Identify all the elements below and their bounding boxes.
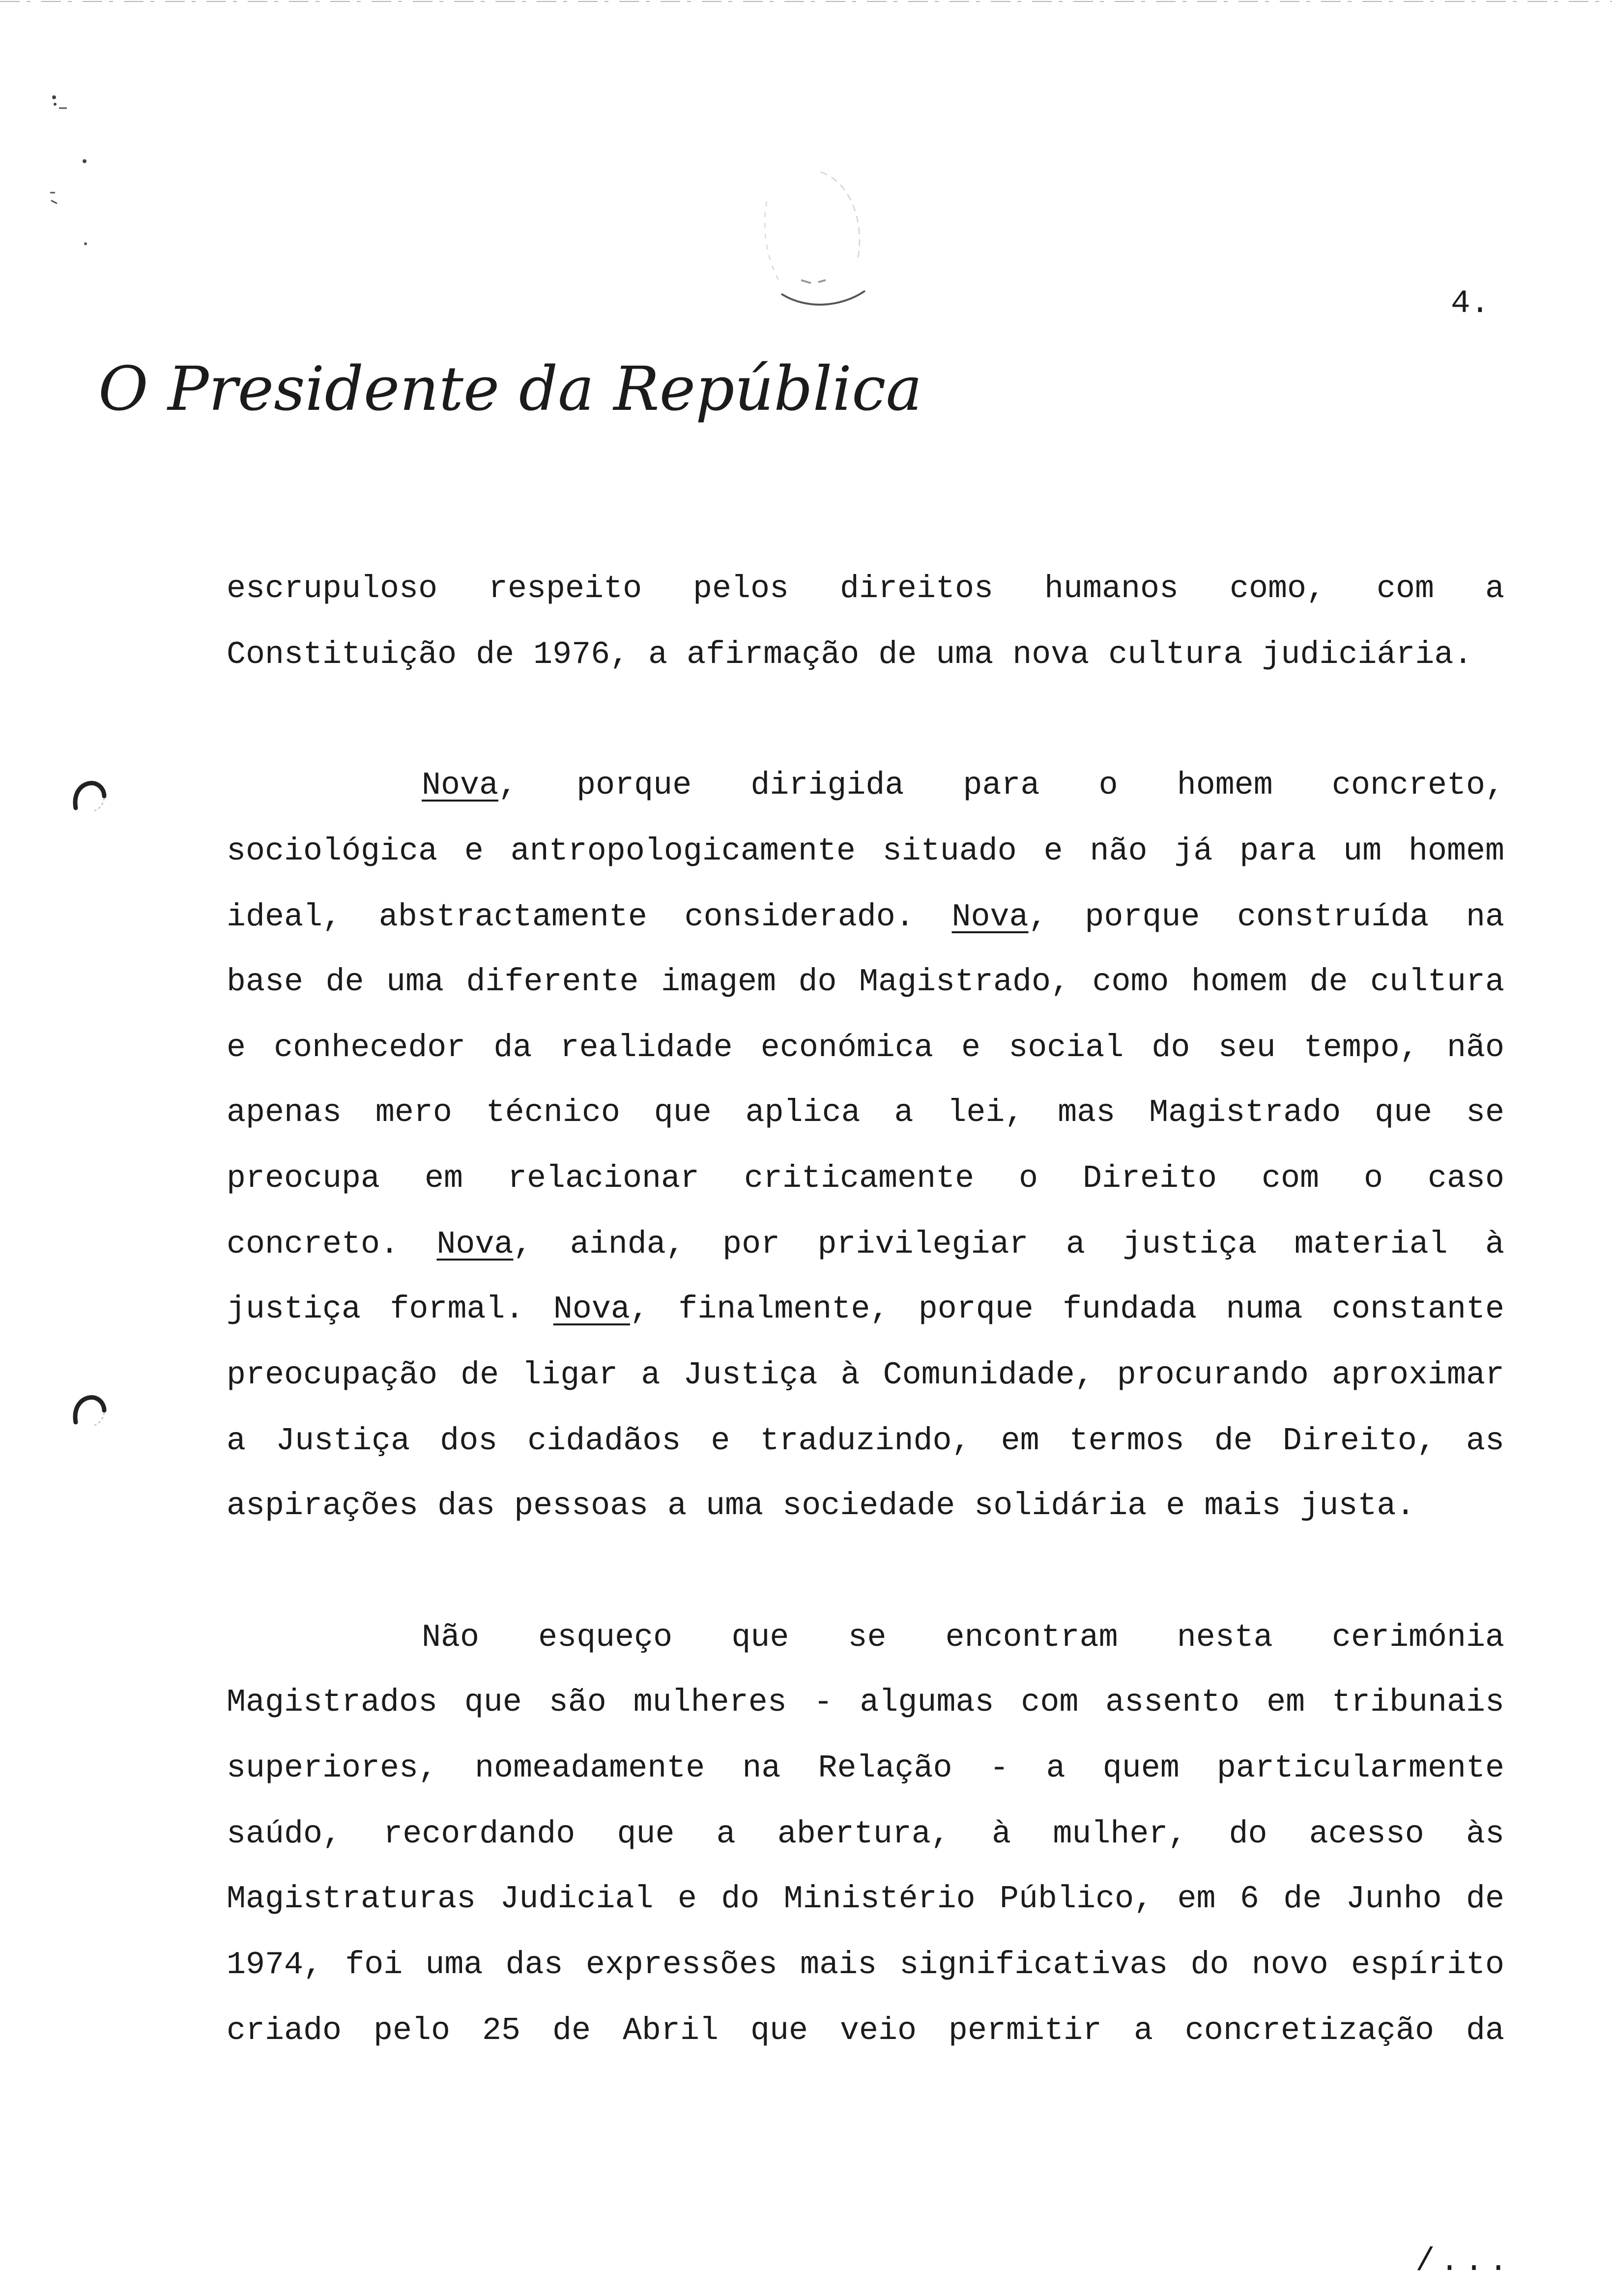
paragraph-2-line-1: Nova, porque dirigida para o homem concreto, [422,767,1504,804]
paragraph-2-line-12: aspirações das pessoas a uma sociedade solidária e mais justa. [227,1488,1415,1524]
paragraph-3-line-7: criado pelo 25 de Abril que veio permitir a concretização da [227,2012,1504,2049]
paragraph-3-line-5: Magistraturas Judicial e do Ministério Público, em 6 de Junho de [227,1881,1504,1917]
paragraph-2-line-9: justiça formal. Nova, finalmente, porque fundada numa constante [227,1291,1504,1327]
paragraph-1-line-1: escrupuloso respeito pelos direitos humanos como, com a [227,571,1504,607]
paragraph-3-line-4: saúdo, recordando que a abertura, à mulher, do acesso às [227,1816,1504,1852]
paragraph-1-line-2: Constituição de 1976, a afirmação de uma nova cultura judiciária. [227,636,1473,673]
letterhead: O Presidente da República [98,354,922,425]
scan-edge-line [0,0,1612,4]
page-number: 4. [1451,285,1490,322]
paragraph-3-line-1: Não esqueço que se encontram nesta cerimónia [422,1619,1504,1656]
paragraph-2-line-10: preocupação de ligar a Justiça à Comunidade, procurando aproximar [227,1357,1504,1393]
margin-specks [44,88,98,256]
punch-hole-top [69,776,107,815]
paragraph-3-line-6: 1974, foi uma das expressões mais significativas do novo espírito [227,1947,1504,1983]
paragraph-3-line-2: Magistrados que são mulheres - algumas com assento em tribunais [227,1684,1504,1721]
paragraph-2-line-5: e conhecedor da realidade económica e social do seu tempo, não [227,1030,1504,1066]
paragraph-2-line-4: base de uma diferente imagem do Magistrado, como homem de cultura [227,964,1504,1000]
paragraph-2-line-6: apenas mero técnico que aplica a lei, mas Magistrado que se [227,1094,1504,1131]
paragraph-2-line-7: preocupa em relacionar criticamente o Direito com o caso [227,1160,1504,1197]
emphasis-nova: Nova [436,1226,514,1263]
paragraph-2-line-8: concreto. Nova, ainda, por privilegiar a justiça material à [227,1226,1504,1263]
paragraph-2-line-11: a Justiça dos cidadãos e traduzindo, em termos de Direito, as [227,1423,1504,1459]
paragraph-2-line-2: sociológica e antropologicamente situado e não já para um homem [227,833,1504,869]
punch-hole-bottom [69,1391,107,1429]
continuation-mark: /... [1415,2243,1513,2280]
paragraph-2-line-3: ideal, abstractamente considerado. Nova, porque construída na [227,899,1504,935]
emphasis-nova: Nova [951,899,1029,935]
faint-seal-mark [747,162,875,319]
emphasis-nova: Nova [553,1291,630,1327]
paragraph-3-line-3: superiores, nomeadamente na Relação - a quem particularmente [227,1750,1504,1786]
emphasis-nova: Nova [422,767,499,804]
